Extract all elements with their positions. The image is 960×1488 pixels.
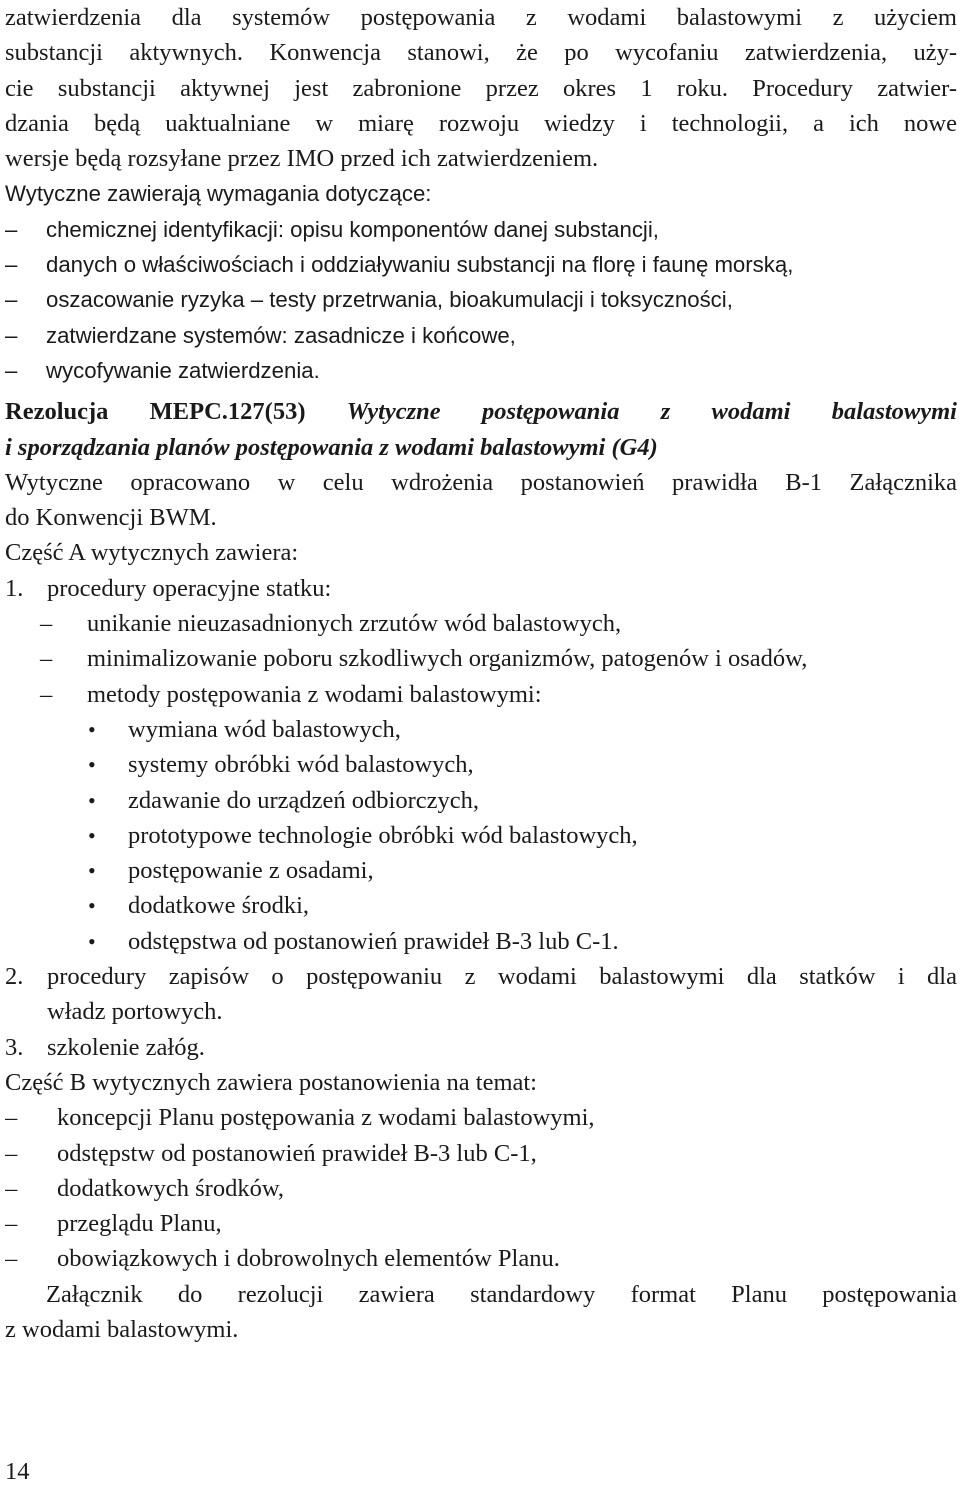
- item-number: 3.: [5, 1033, 24, 1061]
- dash-marker: –: [40, 680, 53, 708]
- part-b-list: [5, 1100, 957, 1276]
- bullet-text: systemy obróbki wód balastowych,: [128, 751, 474, 779]
- text-line: dzania będą uaktualniane w miarę rozwoju wiedzy i technologii, a ich nowe: [5, 109, 957, 137]
- list-item: [5, 606, 957, 641]
- list-item-text: obowiązkowych i dobrowolnych elementów Planu.: [57, 1245, 560, 1273]
- resolution-title-cont: i sporządzania planów postępowania z wodami balastowymi (G4): [5, 433, 658, 461]
- dash-marker: –: [5, 1174, 18, 1202]
- list-item-text: przeglądu Planu,: [57, 1210, 222, 1238]
- bullet-marker: •: [88, 787, 96, 813]
- dash-marker: –: [5, 357, 18, 383]
- bullet-marker: •: [88, 893, 96, 919]
- item-text: procedury zapisów o postępowaniu z wodami balastowymi dla statków i dla: [47, 963, 957, 991]
- guidelines-section: [5, 176, 957, 388]
- annex-paragraph: [5, 1277, 957, 1348]
- dash-marker: –: [40, 645, 53, 673]
- dash-marker: –: [5, 252, 18, 278]
- list-item-text: odstępstw od postanowień prawideł B-3 lub C-1,: [57, 1139, 537, 1167]
- dash-marker: –: [5, 1245, 18, 1273]
- list-item-text: zatwierdzane systemów: zasadnicze i końcowe,: [46, 322, 516, 348]
- numbered-item: [5, 1030, 957, 1065]
- bullet-marker: •: [88, 858, 96, 884]
- bullet-marker: •: [88, 928, 96, 954]
- text-line: wersje będą rozsyłane przez IMO przed ich zatwierdzeniem.: [5, 145, 599, 173]
- list-item: [5, 212, 957, 247]
- list-item: [5, 1206, 957, 1241]
- list-item: [5, 282, 957, 317]
- bullet-marker: •: [88, 822, 96, 848]
- list-item: [5, 353, 957, 388]
- dash-marker: –: [5, 216, 18, 242]
- dash-marker: –: [5, 1139, 18, 1167]
- numbered-item: [5, 571, 957, 606]
- text-line: Załącznik do rezolucji zawiera standardowy format Planu postępowania: [46, 1280, 957, 1308]
- bullet-item: [5, 853, 957, 888]
- list-item-text: dodatkowych środków,: [57, 1174, 285, 1202]
- list-item-text: danych o właściwościach i oddziaływaniu substancji na florę i faunę morską,: [46, 252, 794, 278]
- resolution-heading: [5, 394, 957, 465]
- bullet-item: [5, 888, 957, 923]
- dash-marker: –: [40, 610, 53, 638]
- paragraph-top: [5, 0, 957, 176]
- guidelines-intro: Wytyczne zawierają wymagania dotyczące:: [5, 181, 432, 207]
- bullet-item: [5, 712, 957, 747]
- part-b-intro: Część B wytycznych zawiera postanowienia na temat:: [5, 1068, 537, 1096]
- part-a-list: [5, 571, 957, 1065]
- page-number: 14: [5, 1458, 30, 1485]
- list-item: [5, 1171, 957, 1206]
- bullet-text: prototypowe technologie obróbki wód balastowych,: [128, 821, 638, 849]
- text-line: zatwierdzenia dla systemów postępowania z wodami balastowymi z użyciem: [5, 4, 957, 31]
- bullet-marker: •: [88, 716, 96, 742]
- item-text: władz portowych.: [47, 998, 223, 1026]
- list-item: [5, 247, 957, 282]
- text-line: substancji aktywnych. Konwencja stanowi, że po wycofaniu zatwierdzenia, uży-: [5, 39, 957, 67]
- list-item-text: wycofywanie zatwierdzenia.: [46, 357, 320, 383]
- list-item: [5, 1136, 957, 1171]
- bullet-text: wymiana wód balastowych,: [128, 715, 401, 743]
- dash-marker: –: [5, 287, 18, 313]
- numbered-item: [5, 959, 957, 994]
- dash-marker: –: [5, 322, 18, 348]
- list-item: [5, 1100, 957, 1135]
- resolution-label: Rezolucja MEPC.127(53): [5, 398, 306, 426]
- list-item-text: oszacowanie ryzyka – testy przetrwania, bioakumulacji i toksyczności,: [46, 287, 733, 313]
- text-line: cie substancji aktywnej jest zabronione przez okres 1 roku. Procedury zatwier-: [5, 74, 957, 102]
- item-number: 1.: [5, 574, 24, 602]
- list-item-text: metody postępowania z wodami balastowymi:: [87, 680, 542, 708]
- list-item-text: minimalizowanie poboru szkodliwych organizmów, patogenów i osadów,: [87, 645, 808, 673]
- list-item-text: unikanie nieuzasadnionych zrzutów wód balastowych,: [87, 610, 622, 638]
- list-item-text: koncepcji Planu postępowania z wodami balastowymi,: [57, 1104, 595, 1132]
- resolution-heading-line: [5, 394, 957, 429]
- part-a-intro: Część A wytycznych zawiera:: [5, 539, 299, 567]
- list-item: [5, 1241, 957, 1276]
- bullet-text: zdawanie do urządzeń odbiorczych,: [128, 786, 479, 814]
- bullet-item: [5, 747, 957, 782]
- text-line: z wodami balastowymi.: [5, 1315, 239, 1343]
- bullet-item: [5, 818, 957, 853]
- bullet-text: odstępstwa od postanowień prawideł B-3 lub C-1.: [128, 927, 619, 955]
- bullet-item: [5, 924, 957, 959]
- numbered-item-cont: [5, 994, 957, 1029]
- bullet-text: postępowanie z osadami,: [128, 857, 374, 885]
- list-item: [5, 641, 957, 676]
- list-item: [5, 318, 957, 353]
- text-line: Wytyczne opracowano w celu wdrożenia postanowień prawidła B-1 Załącznika: [5, 468, 957, 496]
- bullet-text: dodatkowe środki,: [128, 892, 309, 920]
- list-item-text: chemicznej identyfikacji: opisu komponentów danej substancji,: [46, 216, 659, 242]
- item-text: szkolenie załóg.: [47, 1033, 205, 1061]
- document-page: [5, 0, 957, 1347]
- resolution-title: Wytyczne postępowania z wodami balastowymi: [346, 398, 957, 426]
- item-text: procedury operacyjne statku:: [47, 574, 332, 602]
- resolution-body: [5, 465, 957, 536]
- list-item: [5, 677, 957, 712]
- dash-marker: –: [5, 1104, 18, 1132]
- dash-marker: –: [5, 1210, 18, 1238]
- bullet-item: [5, 783, 957, 818]
- bullet-marker: •: [88, 752, 96, 778]
- item-number: 2.: [5, 963, 24, 991]
- text-line: do Konwencji BWM.: [5, 504, 217, 532]
